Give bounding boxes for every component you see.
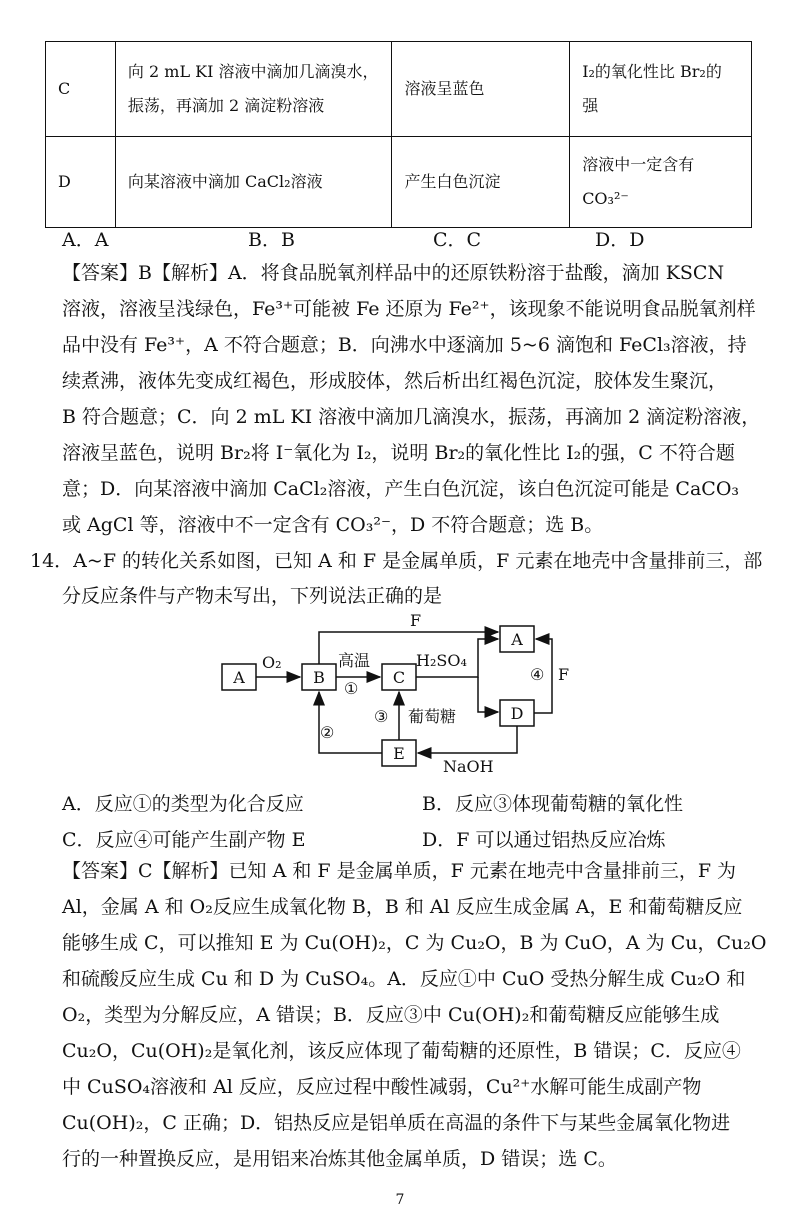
table-row: [46, 137, 752, 228]
label-reaction-3: ③: [374, 707, 389, 726]
label-reaction-4: ④: [530, 665, 545, 684]
analysis-line: 意；D．向某溶液中滴加 CaCl₂溶液，产生白色沉淀，该白色沉淀可能是 CaCO₃: [62, 478, 740, 500]
row-label: C: [46, 42, 116, 137]
experiment-table: [45, 41, 752, 228]
analysis-line: 溶液呈蓝色，说明 Br₂将 I⁻氧化为 I₂，说明 Br₂的氧化性比 I₂的强，C 不符合题: [62, 442, 735, 464]
q14-stem-line: 14．A~F 的转化关系如图，已知 A 和 F 是金属单质，F 元素在地壳中含量排前三，部: [30, 550, 763, 572]
analysis-line: 【答案】B【解析】A．将食品脱氧剂样品中的还原铁粉溶于盐酸，滴加 KSCN: [62, 262, 725, 284]
label-f-right: F: [558, 665, 570, 684]
row-label: D: [46, 137, 116, 228]
option-d: D．D: [595, 229, 645, 251]
page-number: 7: [395, 1192, 405, 1208]
label-o2: O₂: [262, 653, 282, 672]
operation-line: 向 2 mL KI 溶液中滴加几滴溴水，: [127, 62, 379, 81]
analysis-line: 品中没有 Fe³⁺，A 不符合题意；B．向沸水中逐滴加 5~6 滴饱和 FeCl₃溶液，持: [62, 334, 747, 356]
operation-cell: [115, 42, 392, 137]
q14-stem-line: 分反应条件与产物未写出，下列说法正确的是: [62, 585, 443, 607]
box-e-label: E: [393, 744, 405, 763]
analysis-line: 行的一种置换反应，是用铝来冶炼其他金属单质，D 错误；选 C。: [62, 1148, 617, 1170]
box-d-label: D: [510, 704, 524, 723]
analysis-line: 溶液，溶液呈浅绿色，Fe³⁺可能被 Fe 还原为 Fe²⁺，该现象不能说明食品脱氧剂样: [62, 298, 756, 320]
analysis-line: B 符合题意；C．向 2 mL KI 溶液中滴加几滴溴水，振荡，再滴加 2 滴淀粉溶液，: [62, 406, 761, 428]
conclusion-line: 溶液中一定含有: [582, 155, 695, 174]
option-d: D．F 可以通过铝热反应冶炼: [422, 829, 666, 851]
option-c: C．C: [433, 229, 482, 251]
arrow-c-to-d: [478, 677, 498, 712]
option-a: A．A: [62, 229, 109, 251]
label-gaowen: 高温: [338, 651, 371, 670]
conclusion-line: 强: [582, 96, 599, 115]
analysis-line: 续煮沸，液体先变成红褐色，形成胶体，然后析出红褐色沉淀，胶体发生聚沉，: [62, 370, 728, 392]
box-b-label: B: [313, 668, 325, 687]
conversion-diagram: [210, 612, 590, 782]
analysis-line: Cu₂O，Cu(OH)₂是氧化剂，该反应体现了葡萄糖的还原性，B 错误；C．反应④: [62, 1040, 741, 1062]
box-a-start-label: A: [233, 668, 245, 687]
phenomenon-cell: 产生白色沉淀: [392, 137, 570, 228]
option-a: A．反应①的类型为化合反应: [62, 793, 304, 815]
conclusion-cell: [570, 42, 752, 137]
option-c: C．反应④可能产生副产物 E: [62, 829, 306, 851]
analysis-line: Cu(OH)₂，C 正确；D．铝热反应是铝单质在高温的条件下与某些金属氧化物进: [62, 1112, 731, 1134]
label-reaction-2: ②: [320, 723, 335, 742]
analysis-line: 和硫酸反应生成 Cu 和 D 为 CuSO₄。A．反应①中 CuO 受热分解生成 Cu₂O 和: [62, 968, 746, 990]
analysis-line: 中 CuSO₄溶液和 Al 反应，反应过程中酸性减弱，Cu²⁺水解可能生成副产物: [62, 1076, 702, 1098]
operation-cell: 向某溶液中滴加 CaCl₂溶液: [115, 137, 392, 228]
conclusion-line: I₂的氧化性比 Br₂的: [582, 62, 722, 81]
operation-line: 振荡，再滴加 2 滴淀粉溶液: [127, 96, 325, 115]
analysis-line: Al，金属 A 和 O₂反应生成氧化物 B，B 和 Al 反应生成金属 A，E 和葡萄糖反应: [62, 896, 743, 918]
conclusion-cell: [570, 137, 752, 228]
label-glucose: 葡萄糖: [408, 707, 457, 726]
option-b: B．反应③体现葡萄糖的氧化性: [422, 793, 683, 815]
option-b: B．B: [248, 229, 295, 251]
conclusion-line: CO₃²⁻: [582, 189, 629, 208]
table-row: [46, 42, 752, 137]
analysis-line: 【答案】C【解析】已知 A 和 F 是金属单质，F 元素在地壳中含量排前三，F 为: [62, 860, 737, 882]
box-c-label: C: [392, 668, 406, 687]
analysis-line: 能够生成 C，可以推知 E 为 Cu(OH)₂，C 为 Cu₂O，B 为 CuO，A 为 Cu，Cu₂O: [62, 932, 767, 954]
label-f-top: F: [410, 612, 422, 630]
analysis-line: 或 AgCl 等，溶液中不一定含有 CO₃²⁻，D 不符合题意；选 B。: [62, 514, 604, 536]
phenomenon-cell: 溶液呈蓝色: [392, 42, 570, 137]
arrow-d-to-e: [418, 726, 517, 753]
analysis-line: O₂，类型为分解反应，A 错误；B．反应③中 Cu(OH)₂和葡萄糖反应能够生成: [62, 1004, 720, 1026]
box-a-end-label: A: [511, 630, 523, 649]
label-reaction-1: ①: [344, 679, 359, 698]
label-naoh: NaOH: [443, 757, 494, 776]
label-h2so4: H₂SO₄: [416, 651, 467, 670]
